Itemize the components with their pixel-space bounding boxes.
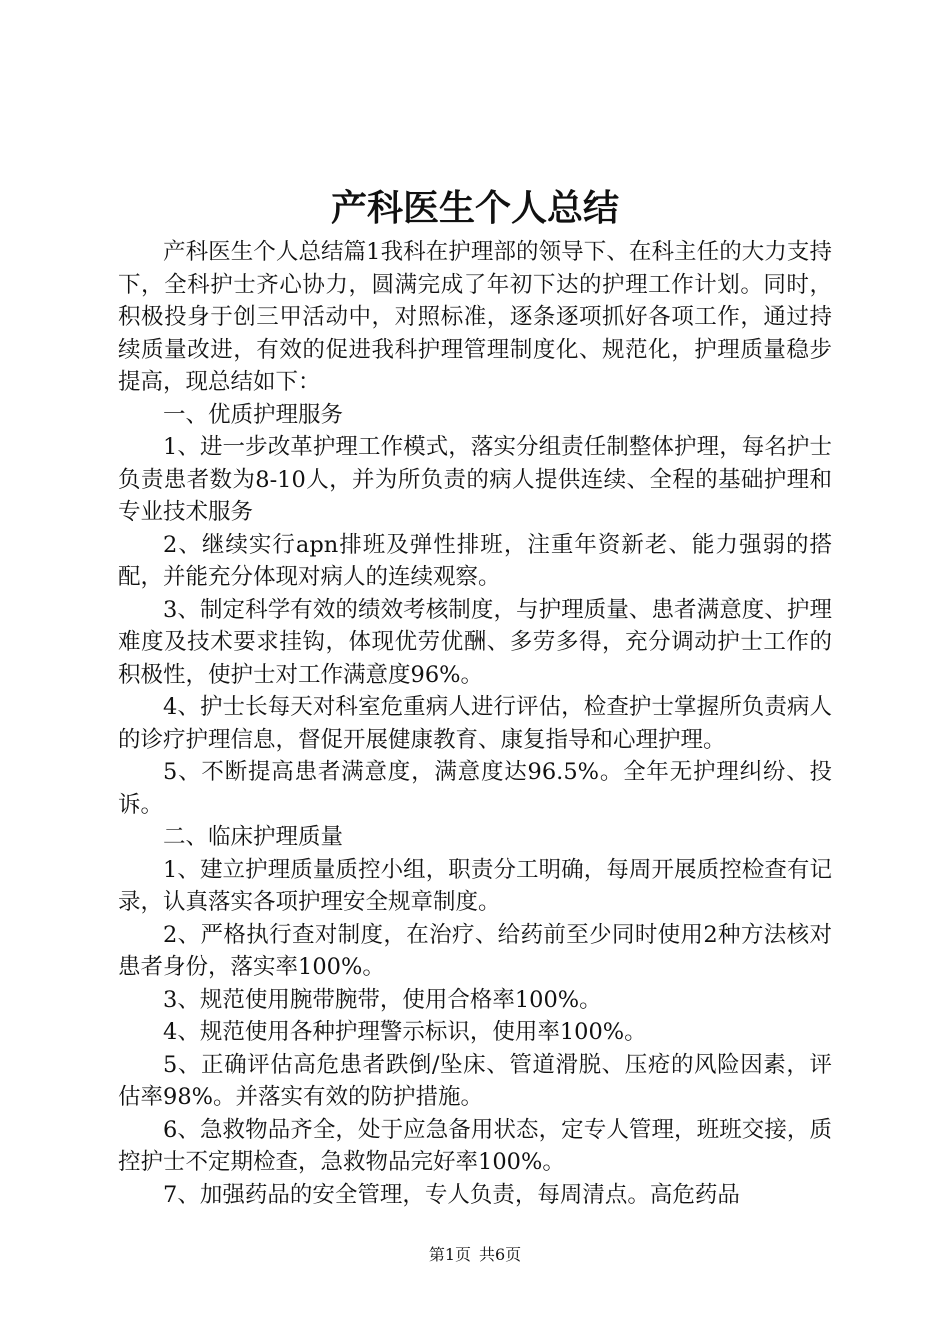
paragraph: 2、继续实行apn排班及弹性排班，注重年资新老、能力强弱的搭配，并能充分体现对病人的连续观察。 (118, 531, 832, 590)
section-heading-1: 一、优质护理服务 (163, 401, 344, 428)
paragraph: 3、规范使用腕带腕带，使用合格率100%。 (163, 986, 602, 1013)
paragraph: 2、严格执行查对制度，在治疗、给药前至少同时使用2种方法核对患者身份，落实率100%。 (118, 921, 832, 980)
paragraph-intro: 产科医生个人总结篇1我科在护理部的领导下、在科主任的大力支持下，全科护士齐心协力，圆满完成了年初下达的护理工作计划。同时，积极投身于创三甲活动中，对照标准，逐条逐项抓好各项工作，通过持续质量改进，有效的促进我科护理管理制度化、规范化，护理质量稳步提高，现总结如下： (118, 239, 832, 395)
paragraph: 5、不断提高患者满意度，满意度达96.5%。全年无护理纠纷、投诉。 (118, 759, 832, 818)
paragraph: 4、规范使用各种护理警示标识，使用率100%。 (163, 1019, 647, 1045)
paragraph: 1、进一步改革护理工作模式，落实分组责任制整体护理，每名护士负责患者数为8-10人，并为所负责的病人提供连续、全程的基础护理和专业技术服务 (118, 434, 832, 525)
page-footer (0, 1245, 950, 1265)
paragraph: 4、护士长每天对科室危重病人进行评估，检查护士掌握所负责病人的诊疗护理信息，督促开展健康教育、康复指导和心理护理。 (118, 694, 832, 753)
document-body (118, 236, 832, 1211)
paragraph: 6、急救物品齐全，处于应急备用状态，定专人管理，班班交接，质控护士不定期检查，急救物品完好率100%。 (118, 1116, 832, 1175)
page-total: 共6页 (479, 1245, 522, 1264)
section-heading-2: 二、临床护理质量 (163, 824, 344, 850)
paragraph: 7、加强药品的安全管理，专人负责，每周清点。高危药品 (163, 1181, 740, 1208)
paragraph: 3、制定科学有效的绩效考核制度，与护理质量、患者满意度、护理难度及技术要求挂钩，体现优劳优酬、多劳多得，充分调动护士工作的积极性，使护士对工作满意度96%。 (118, 596, 832, 688)
page-number: 第1页 (428, 1245, 471, 1264)
paragraph: 1、建立护理质量质控小组，职责分工明确，每周开展质控检查有记录，认真落实各项护理安全规章制度。 (118, 856, 832, 915)
paragraph: 5、正确评估高危患者跌倒/坠床、管道滑脱、压疮的风险因素，评估率98%。并落实有效的防护措施。 (118, 1051, 832, 1110)
document-title: 产科医生个人总结 (330, 187, 619, 229)
